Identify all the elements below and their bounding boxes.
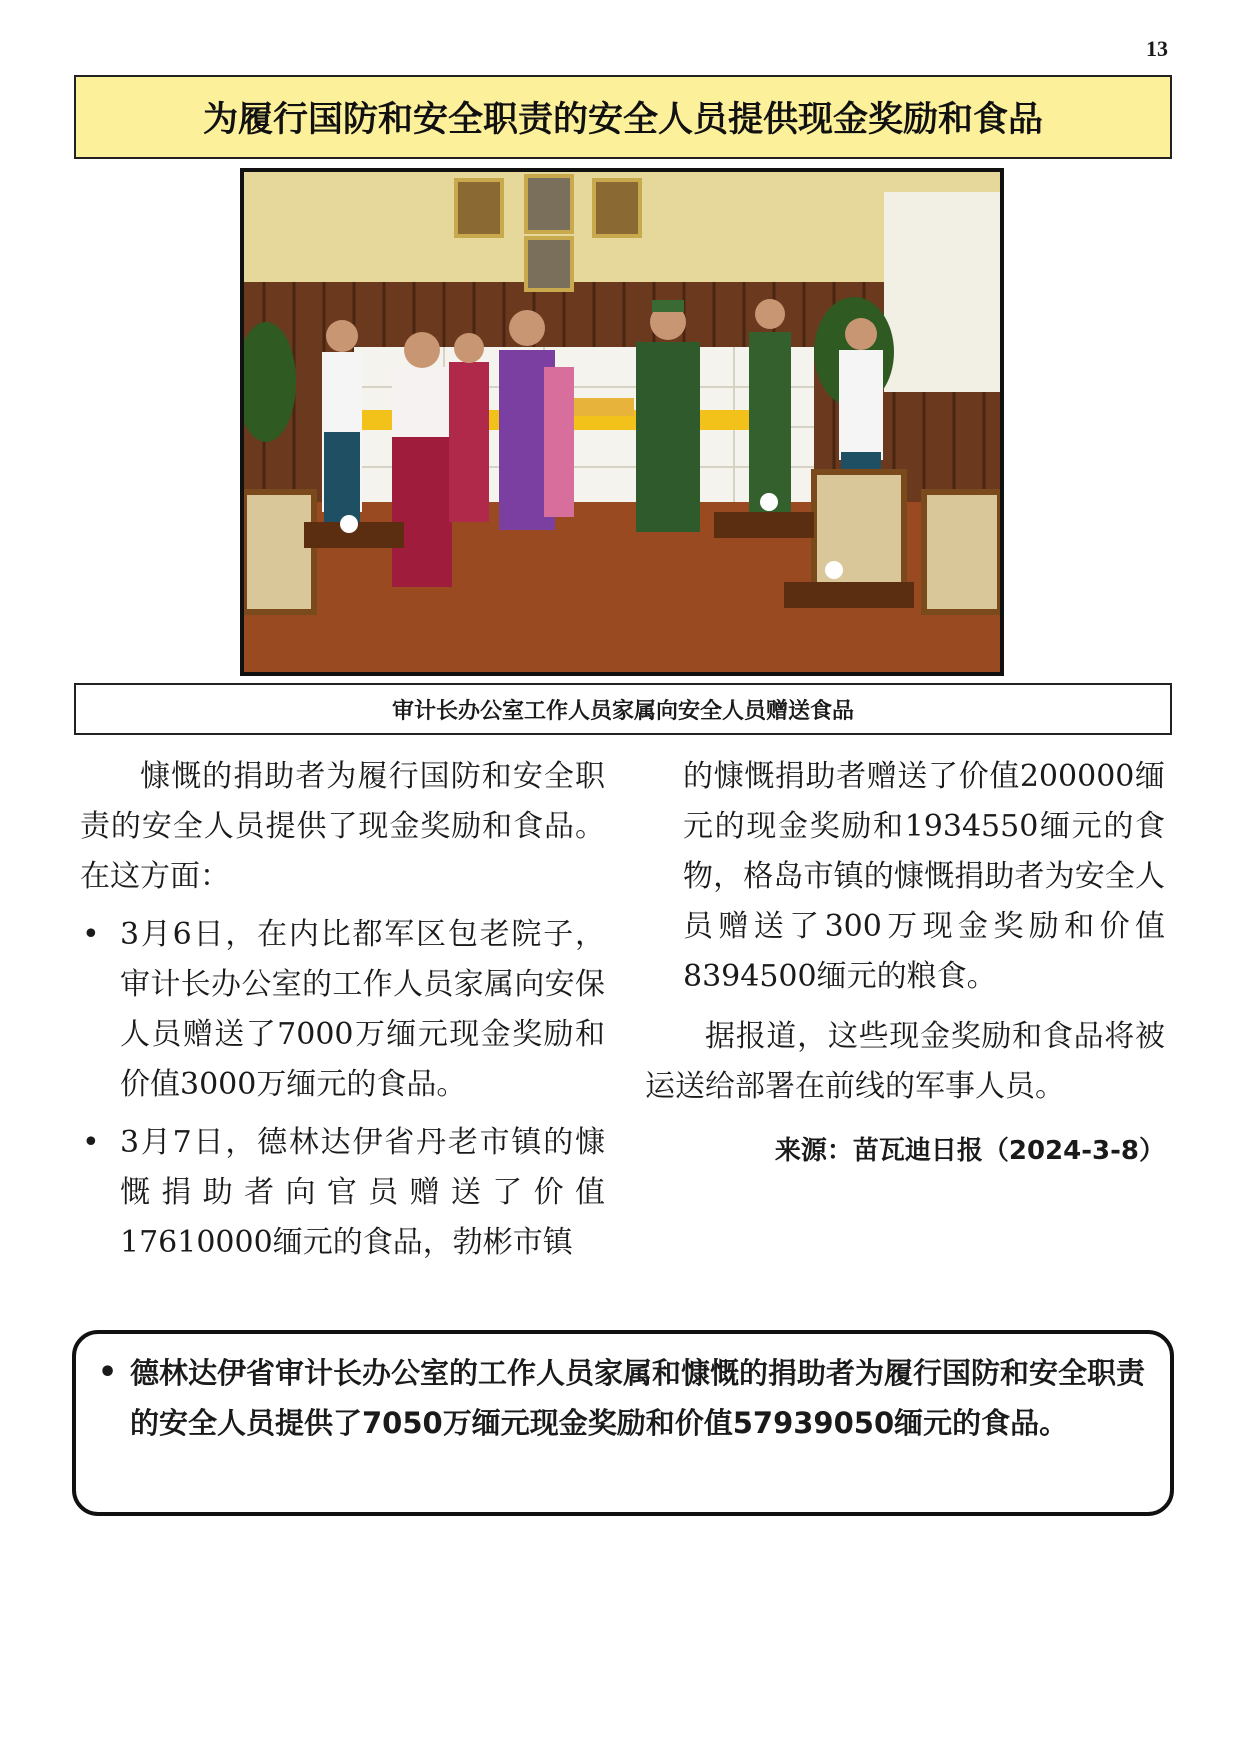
article-title: 为履行国防和安全职责的安全人员提供现金奖励和食品: [74, 75, 1172, 159]
article-right-column: [645, 752, 1165, 1176]
article-intro: 慷慨的捐助者为履行国防和安全职责的安全人员提供了现金奖励和食品。在这方面：: [80, 759, 605, 894]
photo-caption: 审计长办公室工作人员家属向安全人员赠送食品: [74, 683, 1172, 735]
list-item: [80, 910, 605, 1110]
bullet-icon: •: [82, 1125, 100, 1160]
summary-box: [72, 1330, 1174, 1516]
list-item: [80, 1118, 605, 1268]
article-continuation: 的慷慨捐助者赠送了价值200000缅元的现金奖励和1934550缅元的食物，格岛市镇的慷慨捐助者为安全人员赠送了300万现金奖励和价值8394500缅元的粮食。: [683, 759, 1165, 994]
list-item-text: 3月6日，在内比都军区包老院子，审计长办公室的工作人员家属向安保人员赠送了7000万缅元现金奖励和价值3000万缅元的食品。: [120, 917, 605, 1102]
article-left-column: [80, 752, 605, 1268]
article-source: 来源：苗瓦迪日报（2024-3-8）: [774, 1136, 1165, 1166]
article-closing: 据报道，这些现金奖励和食品将被运送给部署在前线的军事人员。: [645, 1019, 1165, 1104]
news-photo: [240, 168, 1004, 676]
list-item-text: 3月7日，德林达伊省丹老市镇的慷慨捐助者向官员赠送了价值17610000缅元的食品，勃彬市镇: [120, 1125, 605, 1260]
page-number: 13: [1146, 36, 1168, 61]
summary-text: 德林达伊省审计长办公室的工作人员家属和慷慨的捐助者为履行国防和安全职责的安全人员提供了7050万缅元现金奖励和价值57939050缅元的食品。: [130, 1356, 1146, 1440]
bullet-icon: •: [98, 1355, 118, 1390]
bullet-icon: •: [82, 917, 100, 952]
